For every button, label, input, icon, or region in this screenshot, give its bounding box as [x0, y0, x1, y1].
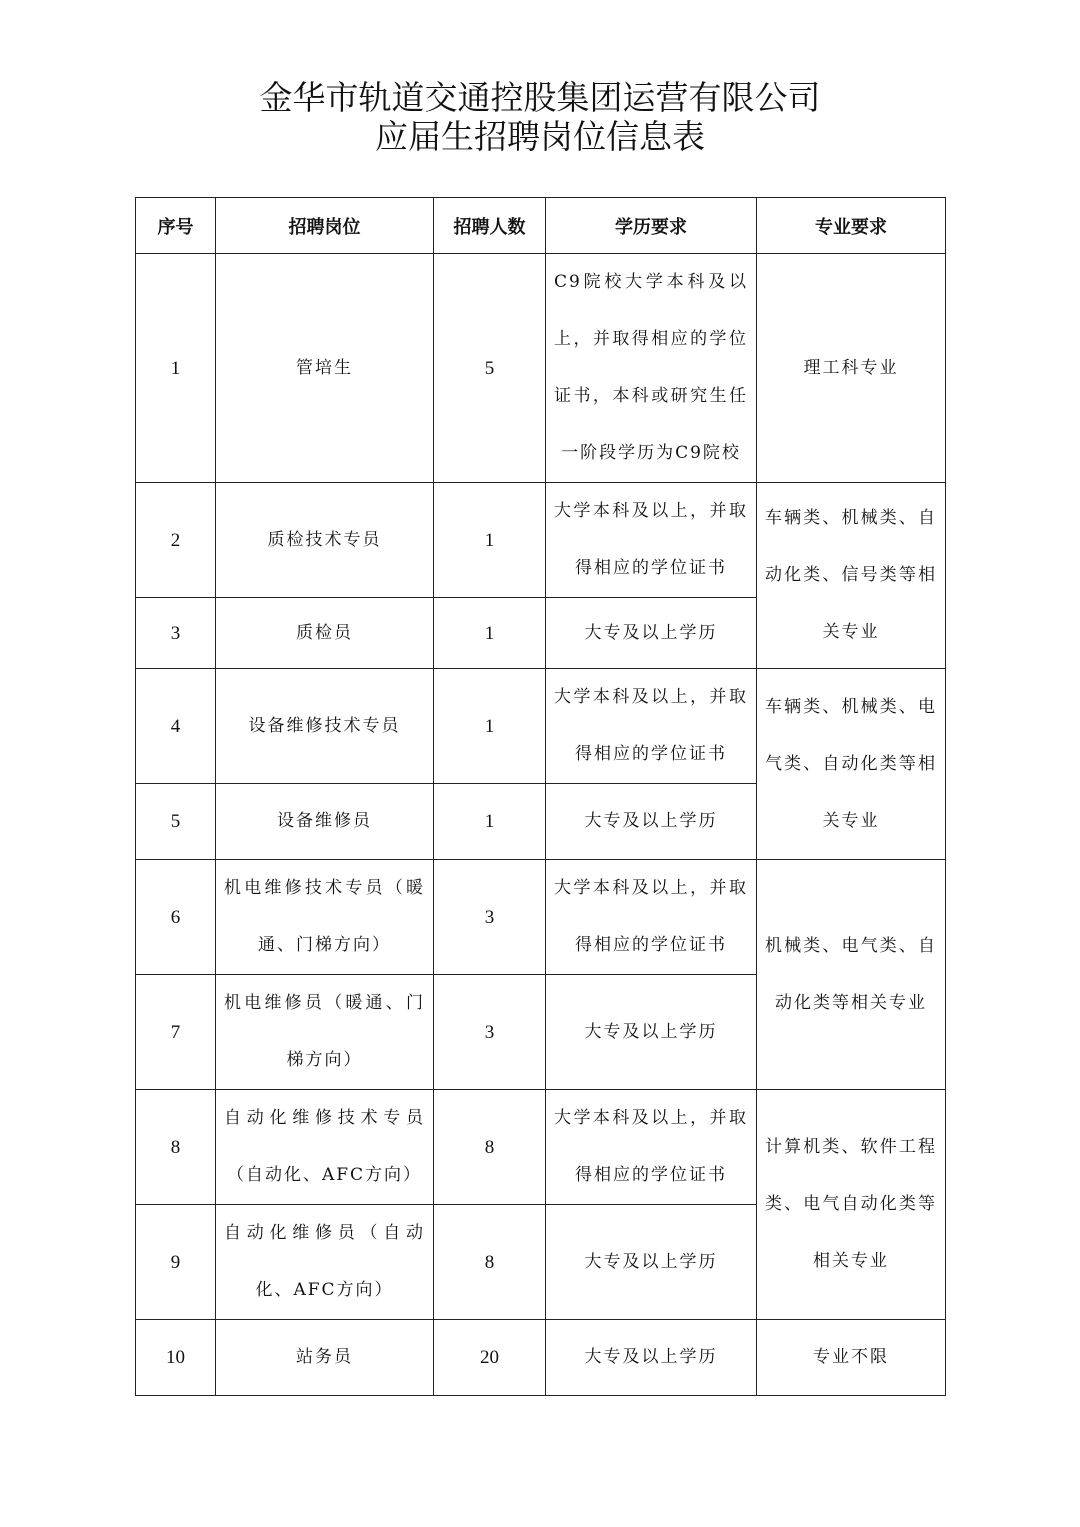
education-text: 大学本科及以上，并取得相应的学位证书 — [554, 501, 748, 578]
cell-education — [546, 254, 757, 483]
position-text: 机电维修员（暖通、门梯方向） — [224, 993, 425, 1070]
cell-count: 1 — [434, 784, 546, 860]
cell-major — [757, 860, 946, 1090]
table-row — [136, 1320, 946, 1396]
header-education: 学历要求 — [546, 198, 757, 254]
cell-seq: 1 — [136, 254, 216, 483]
cell-major — [757, 1090, 946, 1320]
cell-major — [757, 254, 946, 483]
header-position: 招聘岗位 — [216, 198, 434, 254]
cell-position — [216, 1090, 434, 1205]
cell-seq: 8 — [136, 1090, 216, 1205]
cell-count: 1 — [434, 598, 546, 669]
cell-count: 8 — [434, 1090, 546, 1205]
cell-seq: 10 — [136, 1320, 216, 1396]
cell-major — [757, 483, 946, 669]
education-text: 大专及以上学历 — [584, 622, 718, 643]
table-row — [136, 860, 946, 975]
position-text: 管培生 — [296, 357, 353, 378]
cell-position — [216, 669, 434, 784]
cell-position — [216, 860, 434, 975]
cell-seq: 2 — [136, 483, 216, 598]
cell-position — [216, 254, 434, 483]
major-text: 机械类、电气类、自动化类等相关专业 — [765, 935, 937, 1013]
major-text: 计算机类、软件工程类、电气自动化类等相关专业 — [765, 1137, 937, 1271]
cell-education — [546, 1320, 757, 1396]
cell-position — [216, 598, 434, 669]
position-text: 质检员 — [296, 622, 353, 643]
header-count: 招聘人数 — [434, 198, 546, 254]
cell-position — [216, 1320, 434, 1396]
cell-count: 1 — [434, 483, 546, 598]
cell-count: 20 — [434, 1320, 546, 1396]
cell-education — [546, 1205, 757, 1320]
cell-seq: 7 — [136, 975, 216, 1090]
page-title-line2: 应届生招聘岗位信息表 — [375, 117, 705, 156]
page-title-line1: 金华市轨道交通控股集团运营有限公司 — [259, 78, 821, 117]
cell-count: 5 — [434, 254, 546, 483]
table-row — [136, 254, 946, 483]
cell-seq: 3 — [136, 598, 216, 669]
cell-education — [546, 598, 757, 669]
recruitment-table — [135, 197, 946, 1396]
major-text: 车辆类、机械类、电气类、自动化类等相关专业 — [765, 696, 937, 831]
position-text: 站务员 — [296, 1347, 353, 1367]
position-text: 机电维修技术专员（暖通、门梯方向） — [224, 878, 425, 955]
position-text: 设备维修员 — [277, 811, 372, 831]
table-row — [136, 1090, 946, 1205]
cell-count: 8 — [434, 1205, 546, 1320]
cell-seq: 5 — [136, 784, 216, 860]
table-row — [136, 669, 946, 784]
cell-seq: 6 — [136, 860, 216, 975]
cell-seq: 9 — [136, 1205, 216, 1320]
major-text: 车辆类、机械类、自动化类、信号类等相关专业 — [765, 508, 937, 642]
cell-major — [757, 1320, 946, 1396]
cell-position — [216, 1205, 434, 1320]
table-header-row — [136, 198, 946, 254]
education-text: C9院校大学本科及以上，并取得相应的学位证书，本科或研究生任一阶段学历为C9院校 — [554, 272, 748, 463]
education-text: 大专及以上学历 — [584, 1347, 718, 1367]
header-seq: 序号 — [136, 198, 216, 254]
cell-major — [757, 669, 946, 860]
education-text: 大学本科及以上，并取得相应的学位证书 — [554, 687, 748, 764]
cell-count: 3 — [434, 860, 546, 975]
cell-seq: 4 — [136, 669, 216, 784]
cell-education — [546, 784, 757, 860]
position-text: 自动化维修技术专员（自动化、AFC方向） — [224, 1108, 425, 1185]
cell-position — [216, 975, 434, 1090]
cell-education — [546, 1090, 757, 1205]
major-text: 专业不限 — [813, 1347, 889, 1367]
cell-position — [216, 784, 434, 860]
header-major: 专业要求 — [757, 198, 946, 254]
position-text: 质检技术专员 — [267, 529, 382, 550]
education-text: 大学本科及以上，并取得相应的学位证书 — [554, 878, 748, 955]
cell-education — [546, 975, 757, 1090]
cell-count: 1 — [434, 669, 546, 784]
cell-education — [546, 860, 757, 975]
cell-education — [546, 483, 757, 598]
education-text: 大学本科及以上，并取得相应的学位证书 — [554, 1108, 748, 1185]
cell-position — [216, 483, 434, 598]
cell-count: 3 — [434, 975, 546, 1090]
education-text: 大专及以上学历 — [584, 1251, 718, 1272]
education-text: 大专及以上学历 — [584, 1021, 718, 1042]
cell-education — [546, 669, 757, 784]
table-row — [136, 483, 946, 598]
position-text: 自动化维修员（自动化、AFC方向） — [224, 1223, 425, 1300]
major-text: 理工科专业 — [803, 357, 899, 378]
position-text: 设备维修技术专员 — [248, 715, 401, 736]
education-text: 大专及以上学历 — [584, 811, 718, 831]
